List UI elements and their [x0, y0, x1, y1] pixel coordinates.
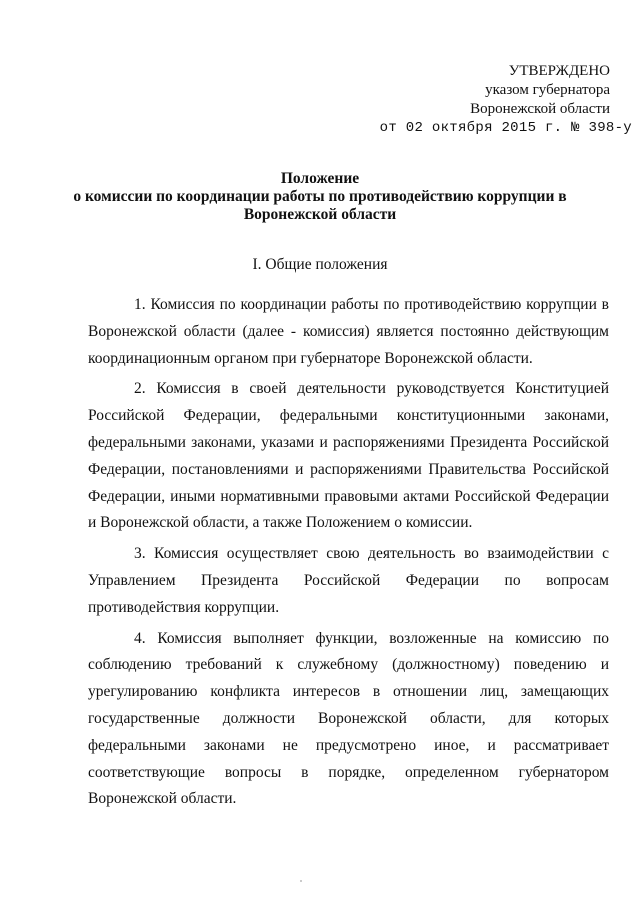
document-title	[0, 170, 640, 224]
paragraph-2: 2. Комиссия в своей деятельности руководствуется Конституцией Российской Федерации, федеральными конституционными законами, федеральными законами, указами и распоряжениями Президента Российской Федерации, постановлениями и распоряжениями Правительства Российской Федерации, иными нормативными правовыми актами Российской Федерации и Воронежской области, а также Положением о комиссии.	[88, 380, 609, 532]
paragraph-3: 3. Комиссия осуществляет свою деятельность во взаимодействии с Управлением Президента Российской Федерации по вопросам противодействия коррупции.	[88, 545, 609, 616]
title-line-2: о комиссии по координации работы по противодействию коррупции в	[73, 188, 567, 205]
approval-date-number: от 02 октября 2015 г. № 398-у	[379, 120, 632, 136]
paragraph-4: 4. Комиссия выполняет функции, возложенные на комиссию по соблюдению требований к служебному (должностному) поведению и урегулированию конфликта интересов в отношении лиц, замещающих государственные должности Воронежской области, для которых федеральными законами не предусмотрено иное, и рассматривает соответствующие вопросы в порядке, определенном губернатором Воронежской области.	[88, 629, 609, 808]
title-line-3: Воронежской области	[243, 206, 397, 223]
approval-block	[358, 62, 632, 138]
document-body	[88, 292, 609, 817]
approval-region: Воронежской области	[470, 101, 610, 117]
approval-decree: указом губернатора	[485, 82, 610, 98]
paragraph-1: 1. Комиссия по координации работы по противодействию коррупции в Воронежской области (далее - комиссия) является постоянно действующим координационным органом при губернаторе Воронежской области.	[88, 296, 609, 367]
scan-speck	[300, 880, 302, 882]
approval-status: УТВЕРЖДЕНО	[508, 63, 610, 79]
section-heading: I. Общие положения	[252, 256, 388, 273]
title-line-1: Положение	[280, 170, 360, 187]
